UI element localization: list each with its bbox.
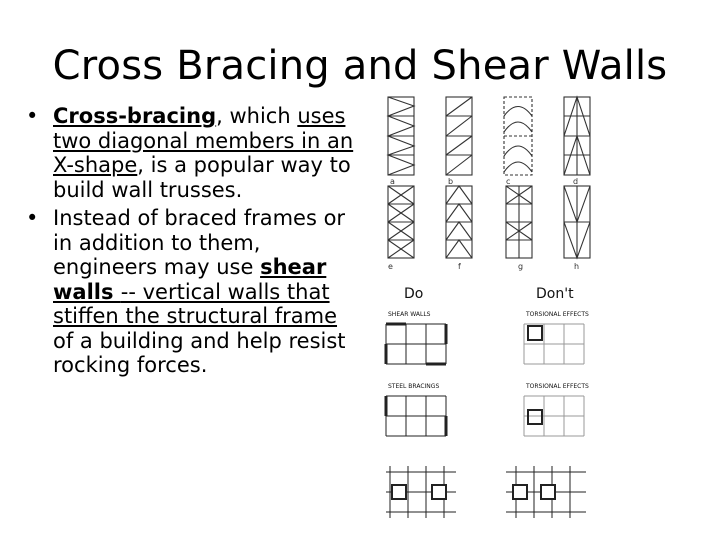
frame-a [388, 97, 414, 175]
bullet-item-shear-walls [26, 206, 356, 378]
bullet-item-cross-bracing [26, 104, 356, 202]
frame-c [504, 97, 532, 175]
frame-label-a: a [390, 177, 395, 186]
plan-dont-torsional-2 [524, 396, 584, 436]
plan-dont-asymmetric-cores [506, 466, 586, 518]
bullet-marker: • [26, 104, 39, 128]
bullet1-underlined: uses two diagonal members in an X-shape [53, 104, 354, 177]
frame-label-b: b [448, 177, 454, 186]
plan-dont-torsional-1 [524, 324, 584, 364]
plan-do-steel-bracing [386, 396, 446, 436]
braced-frames-figure [378, 92, 606, 272]
bullet-list [26, 104, 356, 382]
bullet2-underlined: -- vertical walls that stiffen the structural frame [53, 279, 338, 328]
frame-label-h: h [574, 262, 580, 271]
bullet2-text-a: Instead of braced frames or in addition to them, engineers may use [53, 206, 346, 279]
bullet1-text-b: , is a popular way to build wall trusses. [53, 153, 351, 202]
panel-label-shear-walls: SHEAR WALLS [388, 311, 431, 318]
frame-g [506, 186, 532, 258]
frame-label-e: e [388, 262, 393, 271]
panel-label-torsional-2: TORSIONAL EFFECTS [526, 383, 589, 390]
bullet-marker: • [26, 206, 39, 230]
frame-d [564, 97, 590, 175]
frame-e [388, 186, 414, 258]
term-cross-bracing: Cross-bracing [53, 104, 217, 128]
plan-grids [386, 324, 586, 518]
slide-title: Cross Bracing and Shear Walls [52, 43, 668, 89]
frame-f [446, 186, 472, 258]
panel-label-torsional-1: TORSIONAL EFFECTS [526, 311, 589, 318]
plan-do-shear-walls [386, 324, 446, 364]
frame-label-g: g [518, 262, 524, 271]
bullet2-text-b: of a building and help resist rocking forces. [53, 328, 346, 377]
do-label: Do [404, 286, 424, 302]
bullet1-text-a: , which [216, 104, 298, 128]
frame-b [446, 97, 472, 175]
plan-do-symmetric-cores [386, 466, 456, 518]
panel-label-steel-bracings: STEEL BRACINGS [388, 383, 440, 390]
term-shear-walls: shear walls [53, 255, 327, 304]
shear-wall-diagram [376, 282, 606, 522]
dont-label: Don't [536, 286, 574, 302]
frame-h [564, 186, 590, 258]
frame-label-c: c [506, 177, 511, 186]
frame-label-d: d [573, 177, 579, 186]
frame-label-f: f [458, 262, 461, 271]
